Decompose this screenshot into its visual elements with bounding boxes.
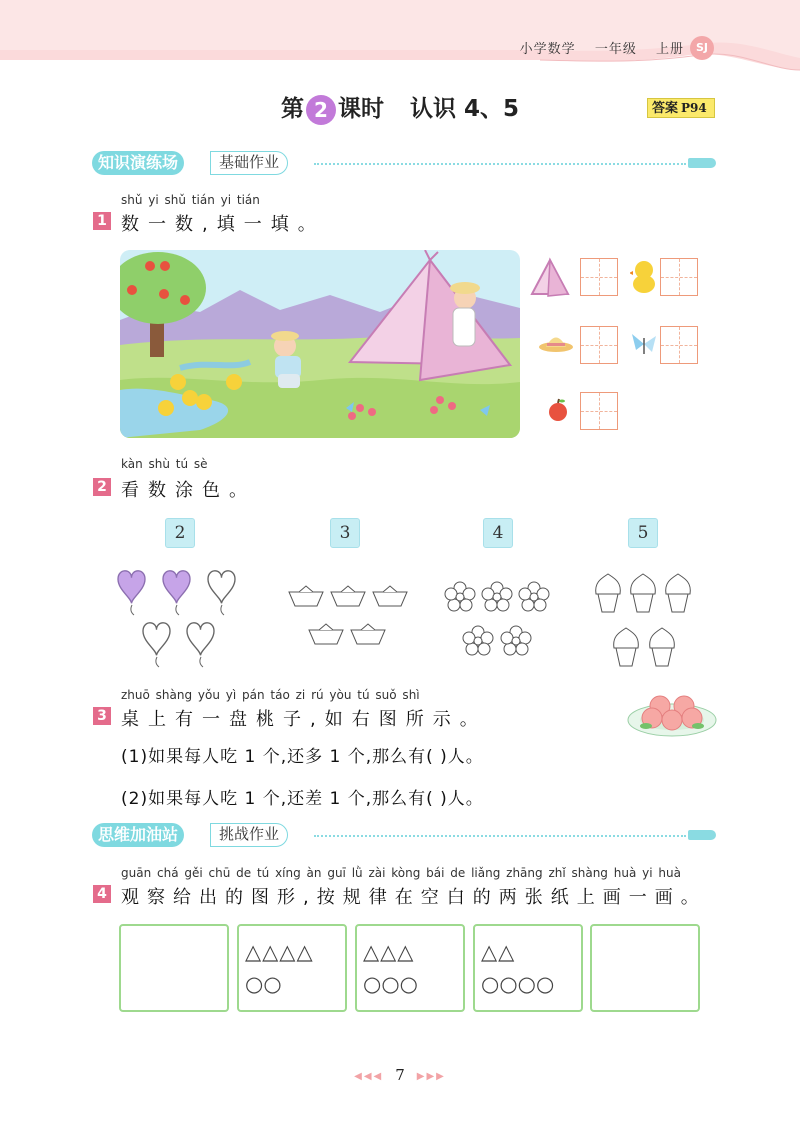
- paper-boat-icon[interactable]: [289, 586, 323, 606]
- paper-boat-icon[interactable]: [309, 624, 343, 644]
- duck-count-box[interactable]: [660, 258, 698, 296]
- ice-cream-icon[interactable]: [666, 574, 691, 612]
- section-challenge-banner: [92, 823, 722, 849]
- answer-label: 答案: [652, 101, 679, 116]
- scene-illustration: [120, 250, 520, 438]
- pattern-circles: ○○○: [363, 972, 418, 996]
- balloon-heart-icon[interactable]: [118, 571, 145, 615]
- ice-cream-icon[interactable]: [596, 574, 621, 612]
- flower-icon[interactable]: [519, 582, 549, 611]
- number-card-5: 5: [628, 518, 658, 548]
- pattern-circles: ○○○○: [481, 972, 555, 996]
- apple-count-box[interactable]: [580, 392, 618, 430]
- lesson-topic: 认识 4、5: [410, 96, 520, 122]
- number-card-2: 2: [165, 518, 195, 548]
- hat-count-box[interactable]: [580, 326, 618, 364]
- lesson-prefix: 第: [280, 96, 304, 122]
- lesson-number-badge: 2: [306, 95, 336, 125]
- pattern-card-blank-1[interactable]: [119, 924, 229, 1012]
- flower-icon[interactable]: [482, 582, 512, 611]
- section-challenge-tag: 思维加油站: [92, 823, 184, 847]
- pencil-icon: [688, 158, 716, 168]
- butterfly-count-box[interactable]: [660, 326, 698, 364]
- answer-page: P94: [681, 101, 707, 115]
- pattern-triangles: △△△△: [245, 940, 314, 964]
- q4-text: 观察给出的图形,按规律在空白的两张纸上画一画。: [121, 887, 707, 908]
- flower-group: [440, 575, 555, 665]
- balloon-heart-icon[interactable]: [143, 623, 170, 667]
- paper-boat-icon[interactable]: [331, 586, 365, 606]
- section-basic-tag: 知识演练场: [92, 151, 184, 175]
- pattern-circles: ○○: [245, 972, 282, 996]
- right-arrows-icon: ▶▶▶: [416, 1070, 446, 1082]
- q4-pinyin: guān chá gěi chū de tú xíng àn guī lǜ zài kòng bái de liǎng zhāng zhǐ shàng huà yi huà: [121, 866, 681, 880]
- q2-text: 看数涂色。: [121, 480, 256, 501]
- boat-group: [285, 580, 415, 660]
- section-divider: [314, 163, 686, 165]
- page-footer: [0, 1066, 800, 1084]
- pattern-card-2: [237, 924, 347, 1012]
- pattern-triangles: △△△: [363, 940, 415, 964]
- q3-pinyin: zhuō shàng yǒu yì pán táo zi rú yòu tú suǒ shì: [121, 688, 420, 702]
- q1-number: 1: [93, 212, 111, 230]
- ice-cream-group: [588, 568, 703, 673]
- q3-sub1[interactable]: (1)如果每人吃 1 个,还多 1 个,那么有( )人。: [121, 747, 484, 767]
- section-basic-sub: 基础作业: [210, 151, 288, 175]
- paper-boat-icon[interactable]: [351, 624, 385, 644]
- flower-icon[interactable]: [501, 626, 531, 655]
- balloon-group: [115, 565, 250, 673]
- number-card-3: 3: [330, 518, 360, 548]
- q2-pinyin: kàn shù tú sè: [121, 457, 208, 471]
- picnic-scene: [120, 250, 520, 438]
- pattern-card-4: [473, 924, 583, 1012]
- q3-number: 3: [93, 707, 111, 725]
- hat-icon: [538, 330, 574, 354]
- ice-cream-icon[interactable]: [650, 628, 675, 666]
- apple-icon: [547, 398, 569, 422]
- section-divider: [314, 835, 686, 837]
- q3-text: 桌上有一盘桃子,如右图所示。: [121, 709, 487, 730]
- pencil-icon: [688, 830, 716, 840]
- page-number: 7: [395, 1066, 405, 1084]
- pattern-triangles: △△: [481, 940, 516, 964]
- left-arrows-icon: ◀◀◀: [354, 1070, 384, 1082]
- lesson-suffix: 课时: [337, 96, 384, 122]
- balloon-heart-icon[interactable]: [208, 571, 235, 615]
- balloon-heart-icon[interactable]: [163, 571, 190, 615]
- ice-cream-icon[interactable]: [631, 574, 656, 612]
- ice-cream-icon[interactable]: [614, 628, 639, 666]
- peach-plate-image: [626, 688, 718, 740]
- book-subject: 小学数学: [519, 42, 576, 57]
- tent-icon: [528, 254, 572, 298]
- pattern-card-3: [355, 924, 465, 1012]
- answer-reference[interactable]: [647, 98, 715, 118]
- edition-badge: SJ: [690, 36, 714, 60]
- book-volume: 上册: [655, 42, 684, 57]
- flower-icon[interactable]: [463, 626, 493, 655]
- section-challenge-sub: 挑战作业: [210, 823, 288, 847]
- tent-count-box[interactable]: [580, 258, 618, 296]
- pattern-card-blank-2[interactable]: [590, 924, 700, 1012]
- paper-boat-icon[interactable]: [373, 586, 407, 606]
- butterfly-icon: [630, 330, 658, 358]
- q1-text: 数一数,填一填。: [121, 214, 325, 235]
- balloon-heart-icon[interactable]: [187, 623, 214, 667]
- flower-icon[interactable]: [445, 582, 475, 611]
- q1-pinyin: shǔ yi shǔ tián yi tián: [121, 193, 260, 207]
- number-card-4: 4: [483, 518, 513, 548]
- duck-icon: [630, 258, 658, 294]
- section-basic-banner: [92, 151, 722, 177]
- q2-number: 2: [93, 478, 111, 496]
- q4-number: 4: [93, 885, 111, 903]
- book-grade: 一年级: [594, 42, 637, 57]
- q3-sub2[interactable]: (2)如果每人吃 1 个,还差 1 个,那么有( )人。: [121, 789, 484, 809]
- book-info: [506, 38, 716, 57]
